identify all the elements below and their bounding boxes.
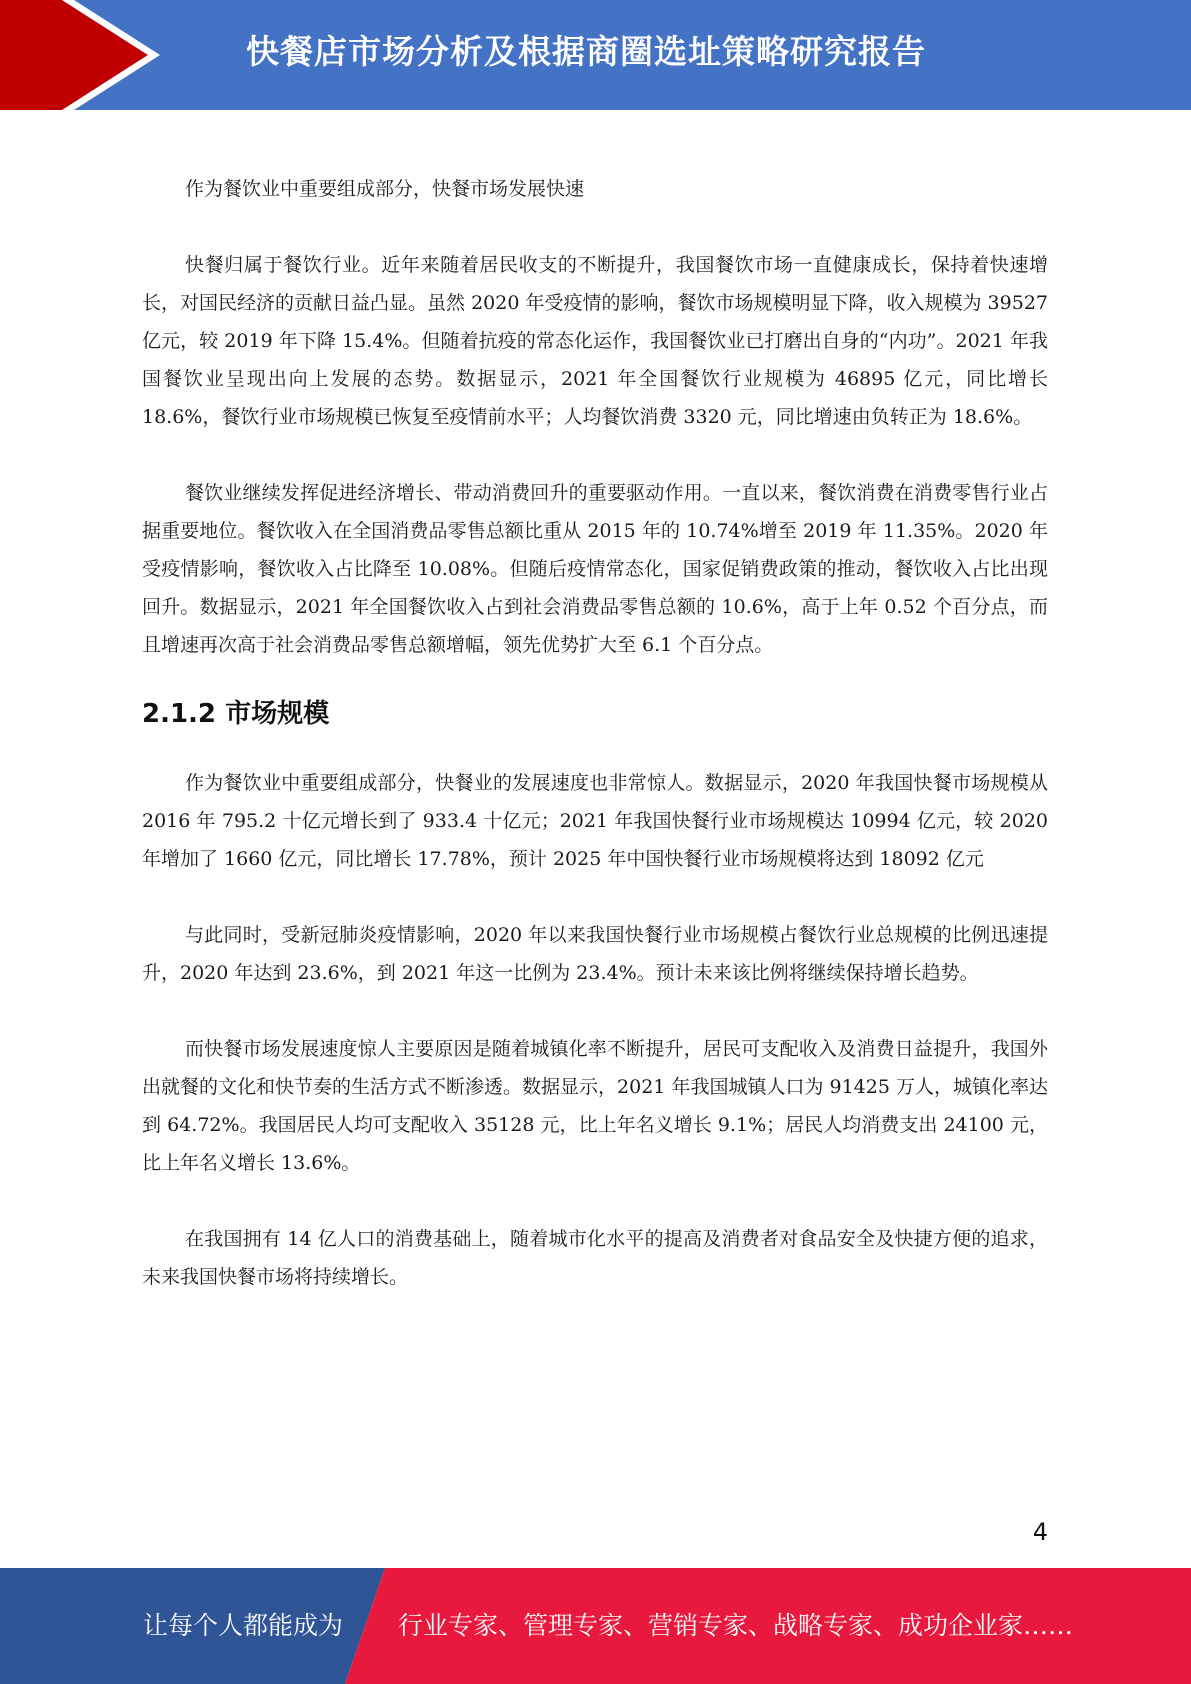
page-header-band (0, 0, 1191, 110)
paragraph: 快餐归属于餐饮行业。近年来随着居民收支的不断提升，我国餐饮市场一直健康成长，保持着快速增长，对国民经济的贡献日益凸显。虽然 2020 年受疫情的影响，餐饮市场规模明显下降，收入规模为 39527 亿元，较 2019 年下降 15.4%。但随着抗疫的常态化运作，我国餐饮业已打磨出自身的“内功”。2021 年我国餐饮业呈现出向上发展的态势。数据显示，2021 年全国餐饮行业规模为 46895 亿元，同比增长 18.6%，餐饮行业市场规模已恢复至疫情前水平；人均餐饮消费 3320 元，同比增速由负转正为 18.6%。 (142, 254, 1048, 428)
report-title: 快餐店市场分析及根据商圈选址策略研究报告 (246, 32, 926, 71)
paragraph: 而快餐市场发展速度惊人主要原因是随着城镇化率不断提升，居民可支配收入及消费日益提升，我国外出就餐的文化和快节奏的生活方式不断渗透。数据显示，2021 年我国城镇人口为 91425 万人，城镇化率达到 64.72%。我国居民人均可支配收入 35128 元，比上年名义增长 9.1%；居民人均消费支出 24100 元，比上年名义增长 13.6%。 (142, 1038, 1048, 1174)
document-body (142, 170, 1048, 1296)
paragraph: 作为餐饮业中重要组成部分，快餐业的发展速度也非常惊人。数据显示，2020 年我国快餐市场规模从 2016 年 795.2 十亿元增长到了 933.4 十亿元；2021 年我国快餐行业市场规模达 10994 亿元，较 2020 年增加了 1660 亿元，同比增长 17.78%，预计 2025 年中国快餐行业市场规模将达到 18092 亿元 (142, 772, 1048, 870)
paragraph: 在我国拥有 14 亿人口的消费基础上，随着城市化水平的提高及消费者对食品安全及快捷方便的追求，未来我国快餐市场将持续增长。 (142, 1228, 1048, 1288)
page-footer-band (0, 1568, 1191, 1684)
footer-slogan-right: 行业专家、管理专家、营销专家、战略专家、成功企业家…… (398, 1611, 1074, 1640)
footer-slogan-left: 让每个人都能成为 (143, 1611, 344, 1640)
page-number: 4 (1032, 1518, 1048, 1546)
paragraph: 餐饮业继续发挥促进经济增长、带动消费回升的重要驱动作用。一直以来，餐饮消费在消费零售行业占据重要地位。餐饮收入在全国消费品零售总额比重从 2015 年的 10.74%增至 2019 年 11.35%。2020 年受疫情影响，餐饮收入占比降至 10.08%。但随后疫情常态化，国家促销费政策的推动，餐饮收入占比出现回升。数据显示，2021 年全国餐饮收入占到社会消费品零售总额的 10.6%，高于上年 0.52 个百分点，而且增速再次高于社会消费品零售总额增幅，领先优势扩大至 6.1 个百分点。 (142, 482, 1048, 656)
section-heading: 2.1.2 市场规模 (142, 699, 330, 729)
paragraph: 与此同时，受新冠肺炎疫情影响，2020 年以来我国快餐行业市场规模占餐饮行业总规模的比例迅速提升，2020 年达到 23.6%，到 2021 年这一比例为 23.4%。预计未来该比例将继续保持增长趋势。 (142, 924, 1048, 984)
paragraph: 作为餐饮业中重要组成部分，快餐市场发展快速 (185, 178, 585, 200)
header-chevron-decoration (0, 0, 160, 110)
